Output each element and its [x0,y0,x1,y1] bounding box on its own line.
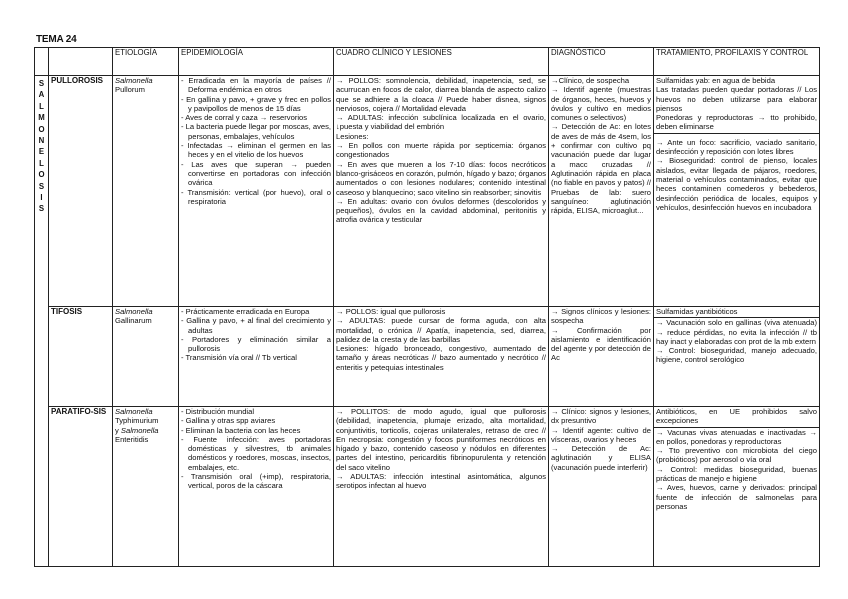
header-blank-disease [49,48,113,76]
paragraph: Ponedoras y reproductoras → tto prohibido, deben eliminarse [656,113,817,132]
paragraph: Antibióticos, en UE prohibidos salvo excepciones [656,407,817,426]
etiologia-cell [113,76,179,307]
diagnostico-cell [549,407,654,567]
group-label-letter: L [39,101,44,111]
list-item: - Aves de corral y caza → reservorios [181,113,308,123]
list-item: - Las aves que superan → pueden convertirse en portadoras con infección ovárica [181,159,331,188]
tratamiento-cell [654,307,820,407]
paragraph: → Ante un foco: sacrificio, vaciado sanitario, desinfección y reposición con lotes libres [656,137,817,157]
epidemiologia-cell [179,307,334,407]
diagnostico-cell [549,307,654,407]
cuadro-cell [334,76,549,307]
list-item: - Distribución mundial [181,407,255,416]
group-label-letter: O [38,170,45,180]
header-epidemiologia: EPIDEMIOLOGÍA [179,48,334,76]
etiologia-cell [113,307,179,407]
table-row-tifosis [35,307,820,407]
paragraph: → Control: medidas bioseguridad, buenas prácticas de manejo e higiene [656,464,817,484]
paragraph: Sulfamidas yab: en agua de bebida [656,76,776,85]
paragraph: → POLLOS: somnolencia, debilidad, inapetencia, sed, se acurrucan en focos de calor, diarrea blanda de aspecto calizo que se adhiere a la cloaca // Puede haber disnea, signos nerviosos, cojera // Mortalidad elevada [336,76,546,113]
etiologia-cell [113,407,179,567]
tratamiento-cell [654,76,820,307]
paragraph: → Tto preventivo con microbiota del ciego (probióticos) por aerosol o vía oral [656,446,817,465]
cell-divider [654,317,819,364]
list-item: - Eliminan la bacteria con las heces [181,425,301,435]
header-blank-group [35,48,49,76]
header-etiologia: ETIOLOGÍA [113,48,179,76]
epidemiologia-cell [179,407,334,567]
table-header-row [35,48,820,76]
paragraph: → Bioseguridad: control de pienso, locales aislados, evitar llegada de pájaros, roedores, material o vehículos contaminados, evitar que heces contaminen comederos y bebederos, desinfección periódica de locales, equipos y vehículos, desinfección huevos en incubadora [656,156,817,212]
group-label-letter: S [38,181,45,191]
group-label-letter: A [38,90,45,100]
paragraph: → Detección de Ac: aglutinación y ELISA (vacunación puede interferir) [551,444,651,472]
paragraph: → Aves, huevos, carne y derivados: principal fuente de infección de salmonelas para personas [656,483,817,511]
group-label-letter: N [38,136,45,146]
disease-name: PARATIFO-SIS [49,407,113,567]
group-label-letter: M [38,113,45,123]
group-label-letter: O [38,124,45,134]
cuadro-cell [334,307,549,407]
group-label-letter: S [38,204,45,214]
group-label-letter: I [40,193,43,203]
paragraph: → Vacunas vivas atenuadas e inactivadas → en pollos, ponedoras y reproductoras [656,427,817,446]
agent-genus: Salmonella [115,307,153,316]
cuadro-cell [334,407,549,567]
header-tratamiento: TRATAMIENTO, PROFILAXIS Y CONTROL [654,48,820,76]
list-item: - Transmisión oral (+imp), respiratoria, vertical, poros de la cáscara [181,472,331,491]
list-item: - Erradicada en la mayoría de países // Deforma endémica en otros [181,76,331,95]
paragraph: Las tratadas pueden quedar portadoras // Los huevos no deben utilizarse para elaborar piensos [656,85,817,113]
paragraph: → En aves que mueren a los 7-10 días: focos necróticos blanco-grisáceos en corazón, pulmón, hígado y bazo; órganos aumentados o con lesiones nodulares; contenido intestinal caseoso y blanquecino; saco vitelino sin reabsorber; sinovitis [336,159,546,197]
agent-serotype: Typhimurium [115,416,159,426]
group-label-salmonelosis [35,76,49,567]
document-title: TEMA 24 [36,34,77,45]
paragraph: → Identif agente: cultivo de vísceras, ovarios y heces [551,425,651,444]
group-label-letter: E [38,147,45,157]
paragraph: →Clínico, de sospecha [551,76,630,85]
agent-genus: Salmonella [115,76,153,85]
cell-divider [654,427,819,512]
paragraph: → En adultas: ovario con óvulos deformes (descoloridos y pequeños), óvulos en la cavidad abdominal, peritonitis y atrofia ovárica y testicular [336,196,546,225]
paragraph: → POLLOS: igual que pullorosis [336,307,446,316]
agent-conjunction: y [115,425,119,435]
paragraph: → En pollos con muerte rápida por septicemia: órganos congestionados [336,141,546,160]
paragraph: → Detección de Ac: en lotes de aves de más de 4sem, los + confirmar con cultivo pq vacunación puede dar lugar a macc cruzadas // Aglutinación rápida en placa (no fiable en pavos y patos) // Pruebas de lab: suero sanguíneo: aglutinación rápida, ELISA, microaglut... [551,122,651,216]
list-item: - Fuente infección: aves portadoras domésticas y silvestres, tb animales domésticos y roedores, moscas, insectos, embalajes, etc. [181,434,332,472]
list-item: - La bacteria puede llegar por moscas, aves, personas, embalajes, vehículos [181,122,332,141]
agent-genus: Salmonella [120,425,159,435]
paragraph: Lesiones: hígado bronceado, congestivo, aumentado de tamaño y áreas necróticas // bazo aumentado y necrótico // enteritis y petequias intestinales [336,344,546,372]
paragraph: → Signos clínicos y lesiones: sospecha [551,307,651,326]
paragraph: → Vacunación solo en gallinas (viva atenuada) → reduce pérdidas, no evita la infección // tb hay inact y elaboradas con prot de la mb extern [656,318,817,346]
table-row-paratifosis [35,407,820,567]
table-row-pullorosis [35,76,820,307]
list-item: - Gallina y otras spp aviares [181,416,276,426]
disease-name: TIFOSIS [49,307,113,407]
agent-serotype: Pullorum [115,85,145,95]
agent-serotype: Enteritidis [115,434,149,444]
paragraph: Lesiones: [336,131,369,141]
group-label-letter: S [38,79,45,88]
disease-name: PULLOROSIS [49,76,113,307]
paragraph: → ADULTAS: infección subclínica localizada en el ovario, ↓puesta y viabilidad del embrión [336,113,546,132]
list-item: - Prácticamente erradicada en Europa [181,307,310,316]
diagnostico-cell [549,76,654,307]
header-diagnostico: DIAGNÓSTICO [549,48,654,76]
paragraph: → Clínico: signos y lesiones, dx presuntivo [551,407,651,426]
paragraph: → ADULTAS: infección intestinal asintomática, algunos serotipos infectan al huevo [336,472,546,491]
agent-serotype: Gallinarum [115,316,152,326]
tratamiento-cell [654,407,820,567]
paragraph: → Control: bioseguridad, manejo adecuado, higiene, control serológico [656,346,817,365]
agent-genus: Salmonella [115,407,153,416]
paragraph: → POLLITOS: de modo agudo, igual que pullorosis (debilidad, inapetencia, plumaje erizado, alta mortalidad, conjuntivitis, torticolis, cojeras unilaterales, retraso de crec // En necropsia: congestión y focos puntiformes necróticos en hígado y bazo, contenido caseoso y nódulos en diferentes partes del intestino, pericarditis fibrinopurulenta y retención del saco vitelino [336,407,546,472]
list-item: - Transmisión vía oral // Tb vertical [181,353,297,363]
disease-table [34,47,820,567]
epidemiologia-cell [179,76,334,307]
list-item: - En gallina y pavo, + grave y frec en pollos y pavipollos de menos de 15 días [181,94,332,113]
list-item: - Infectadas → eliminan el germen en las heces y en el vitelio de los huevos [181,141,332,160]
paragraph: Sulfamidas yantibióticos [656,307,738,316]
group-label-letter: L [39,158,44,168]
paragraph: → Identif agente (muestras de órganos, heces, huevos y óvulos y cultivo en medios comunes o selectivos) [551,85,651,123]
paragraph: → ADULTAS: puede cursar de forma aguda, con alta mortalidad, o crónica // Apatía, inapetencia, sed, diarrea, palidez de la cresta y de las barbillas [336,316,546,344]
cell-divider [654,133,819,212]
paragraph: → Confirmación por aislamiento e identificación del agente y por detección de Ac [551,325,651,363]
list-item: - Gallina y pavo, + al final del crecimiento y adultas [181,316,332,335]
list-item: - Transmisión: vertical (por huevo), oral o respiratoria [181,187,331,206]
list-item: - Portadores y eliminación similar a pullorosis [181,334,332,354]
header-cuadro: CUADRO CLÍNICO Y LESIONES [334,48,549,76]
